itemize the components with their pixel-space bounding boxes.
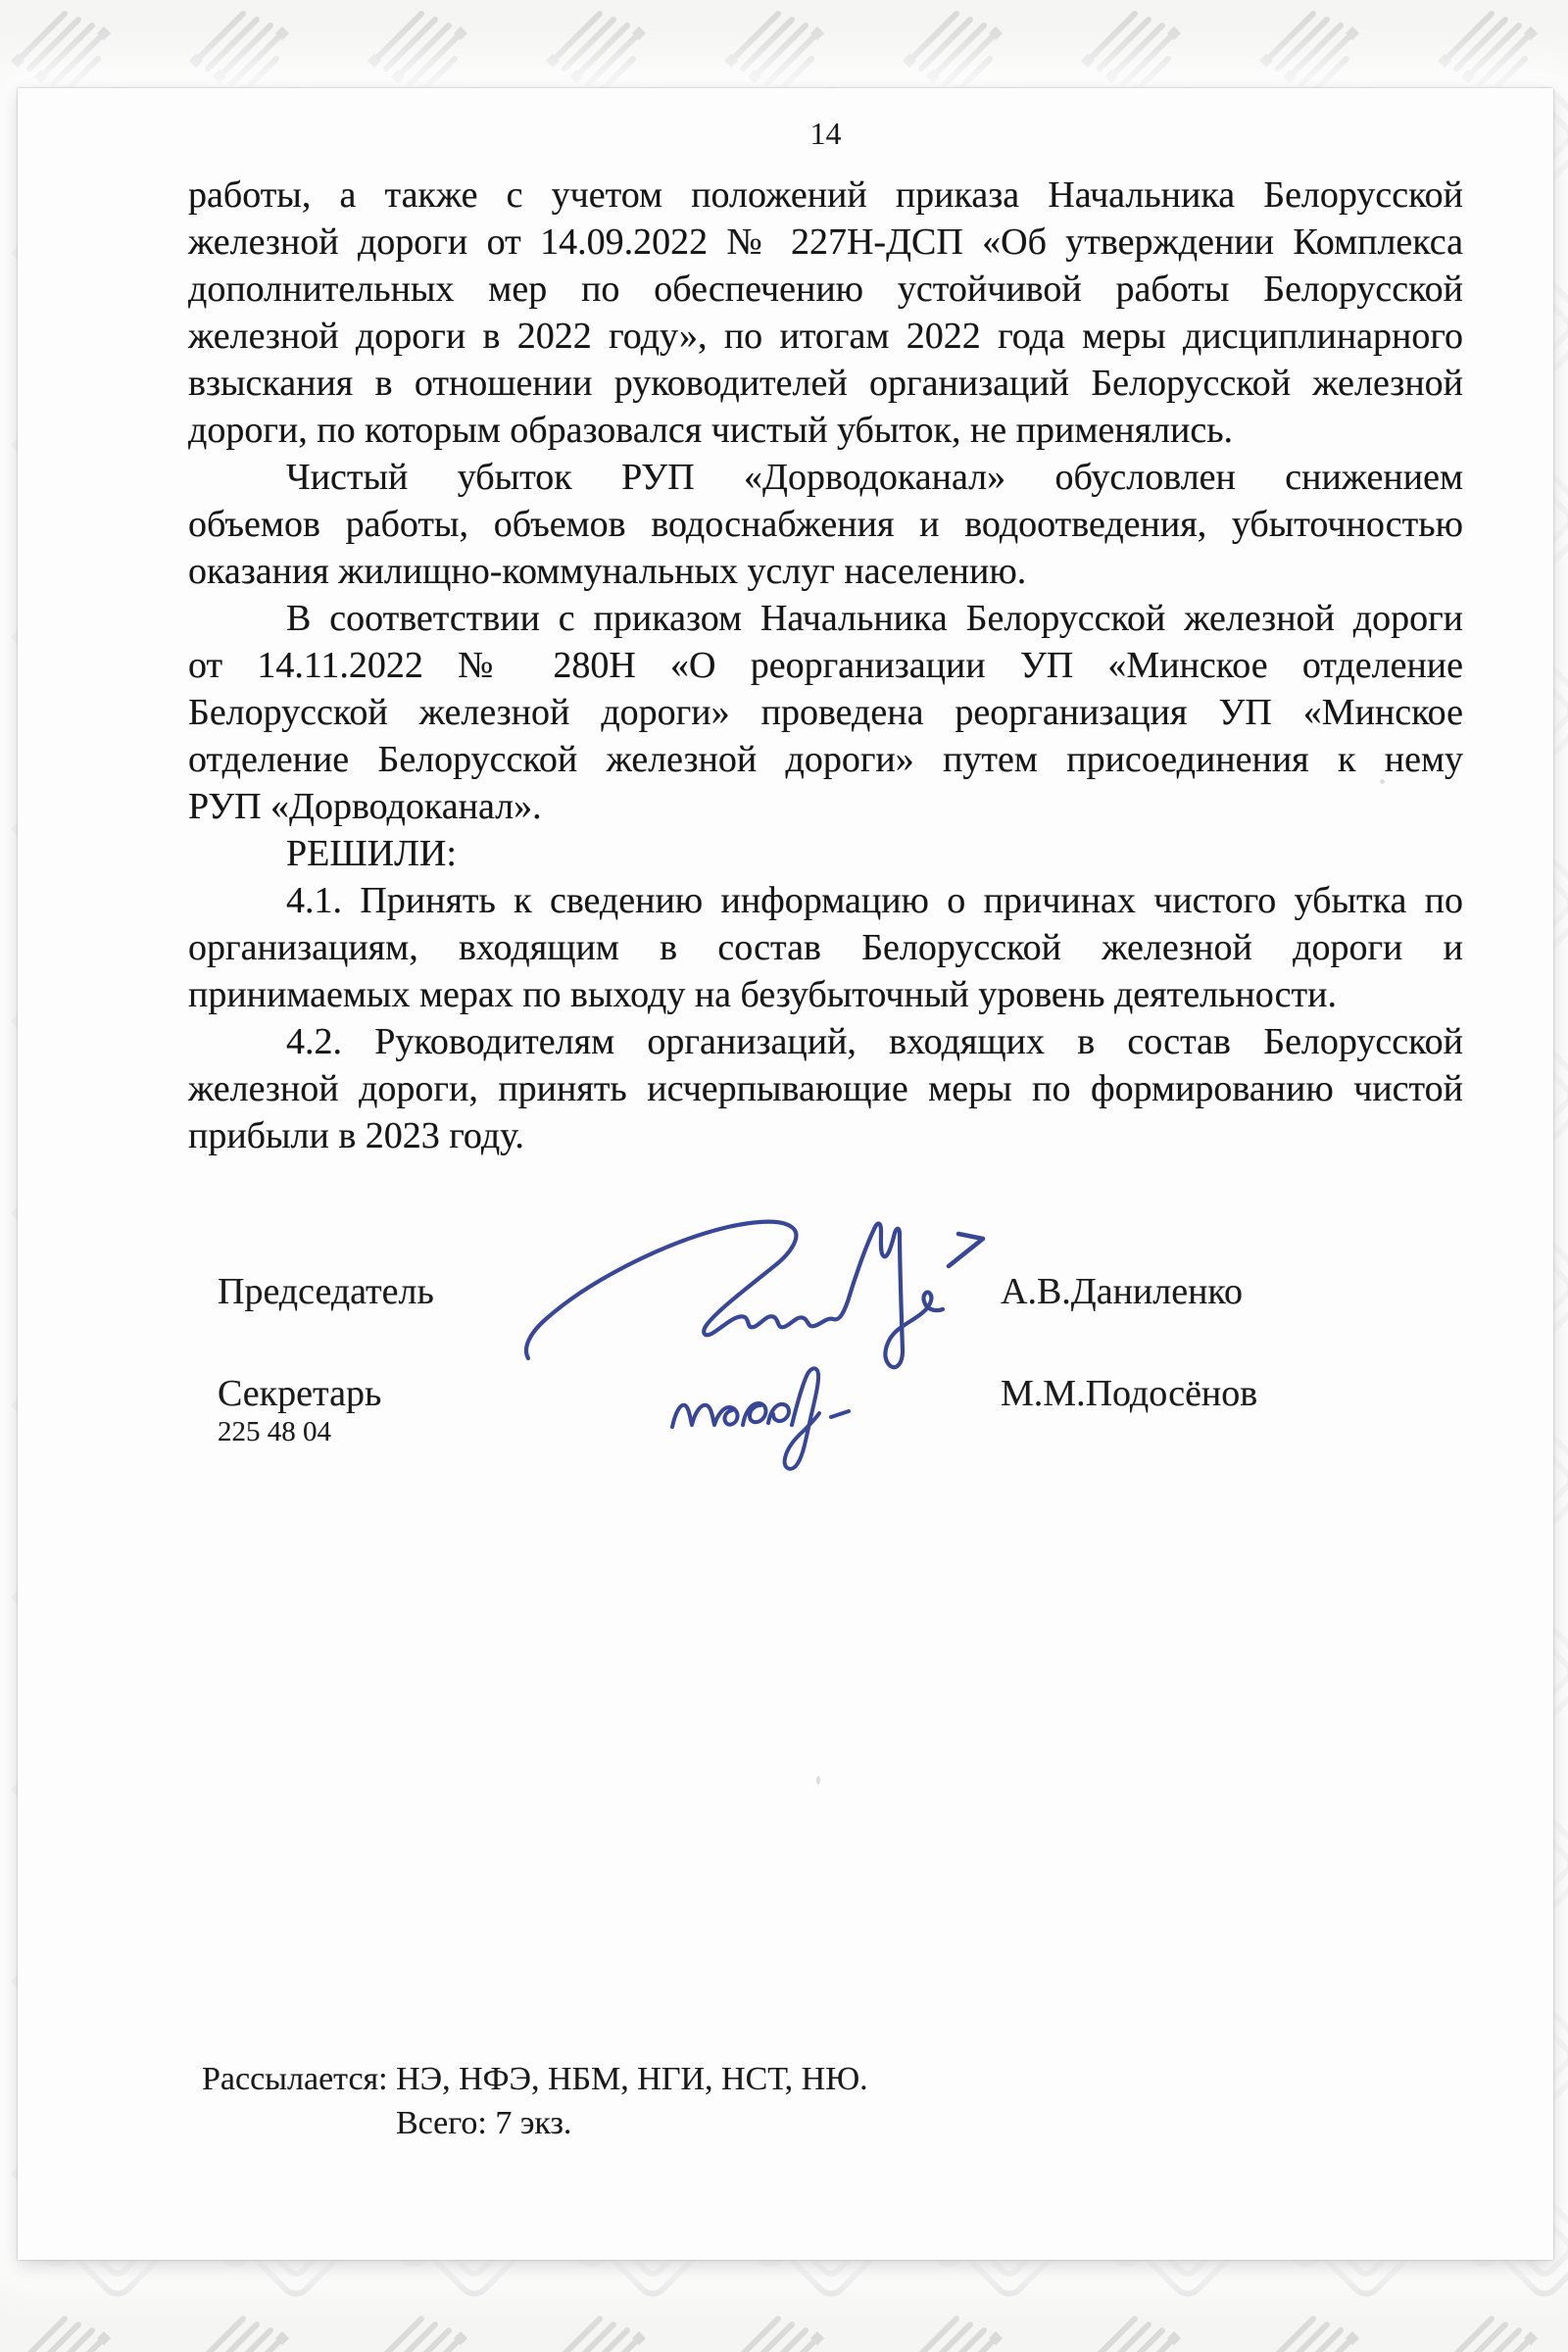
body-line: отделение Белорусской железной дороги» путем присоединения к нему (188, 739, 1463, 780)
body-line: прибыли в 2023 году. (188, 1115, 524, 1156)
body-line: железной дороги от 14.09.2022 № 227Н-ДСП «Об утверждении Комплекса (188, 221, 1463, 263)
body-line: организациям, входящим в состав Белорусской железной дороги и (188, 927, 1463, 968)
page-number: 14 (809, 116, 842, 151)
body-line: Белорусской железной дороги» проведена реорганизация УП «Минское (188, 692, 1463, 733)
scan-speck (816, 1776, 820, 1785)
body-line: оказания жилищно-коммунальных услуг населению. (188, 551, 1027, 592)
signature-name-secretary: М.М.Подосёнов (1001, 1373, 1258, 1414)
body-line: объемов работы, объемов водоснабжения и водоотведения, убыточностью (188, 504, 1463, 545)
body-line: РУП «Дорводоканал». (188, 786, 542, 827)
body-line: работы, а также с учетом положений приказа Начальника Белорусской (188, 174, 1463, 216)
scan-speck (1380, 779, 1385, 784)
body-line: от 14.11.2022 № 280Н «О реорганизации УП «Минское отделение (188, 645, 1463, 686)
scan-speck (808, 382, 814, 386)
body-line: В соответствии с приказом Начальника Белорусской железной дороги (286, 598, 1463, 639)
signature-role-secretary: Секретарь (218, 1373, 382, 1414)
body-line: дороги, по которым образовался чистый убыток, не применялись. (188, 410, 1234, 451)
signature-role-chairman: Председатель (218, 1271, 434, 1312)
signature-name-chairman: А.В.Даниленко (1001, 1271, 1243, 1312)
secretary-signature-ink (664, 1362, 860, 1478)
copies-total: Всего: 7 экз. (396, 2105, 572, 2141)
resolution-heading: РЕШИЛИ: (286, 833, 457, 874)
distribution-list: Рассылается: НЭ, НФЭ, НБМ, НГИ, НСТ, НЮ. (202, 2061, 868, 2097)
body-line: железной дороги в 2022 году», по итогам 2022 года меры дисциплинарного (188, 316, 1463, 357)
body-line: Чистый убыток РУП «Дорводоканал» обусловлен снижением (286, 457, 1463, 498)
document-page (18, 88, 1553, 2260)
body-line: принимаемых мерах по выходу на безубыточный уровень деятельности. (188, 974, 1337, 1015)
body-line: железной дороги, принять исчерпывающие меры по формированию чистой (188, 1068, 1463, 1109)
secretary-phone: 225 48 04 (218, 1416, 331, 1447)
chairman-signature-ink (503, 1203, 993, 1375)
body-line: взыскания в отношении руководителей организаций Белорусской железной (188, 363, 1463, 404)
body-line: дополнительных мер по обеспечению устойчивой работы Белорусской (188, 269, 1463, 310)
document-body (188, 172, 1463, 1159)
body-line: 4.2. Руководителям организаций, входящих в состав Белорусской (286, 1021, 1463, 1062)
body-line: 4.1. Принять к сведению информацию о причинах чистого убытка по (286, 880, 1463, 921)
